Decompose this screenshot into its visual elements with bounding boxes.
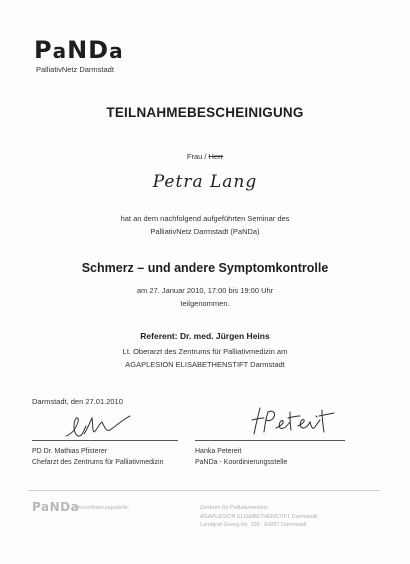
signature-pfisterer <box>62 410 142 442</box>
signature-line-left <box>32 440 178 441</box>
salutation-frau: Frau / <box>186 152 207 161</box>
signatory-left-role: Chefarzt des Zentrums für Palliativmedizin <box>32 459 164 466</box>
footer-address-line-3: Landgraf-Georg-Str. 100 , 64287 Darmstadt <box>200 522 307 528</box>
intro-line-2: PalliativNetz Darmstadt (PaNDa) <box>150 227 260 236</box>
footer-address-line-2: AGAPLESION ELISABETHENSTIFT Darmstadt <box>200 513 317 520</box>
signatory-left-name: PD Dr. Mathias Pfisterer <box>32 448 108 455</box>
logo-subtitle: PalliativNetz Darmstadt <box>36 65 114 74</box>
seminar-title: Schmerz – und andere Symptomkontrolle <box>81 261 329 275</box>
signatory-right-role: PaNDa - Koordinierungsstelle <box>195 459 288 466</box>
footer-divider <box>28 490 380 491</box>
seminar-date: am 27. Januar 2010, 17:00 bis 19:00 Uhr <box>136 286 274 295</box>
logo-wordmark: PaNDa <box>34 36 124 64</box>
footer-address <box>200 504 317 530</box>
footer-address-line-1: Zentrum für Palliativmedizin <box>200 505 268 511</box>
referent-role-1: Lt. Oberarzt des Zentrums für Palliativmedizin am <box>122 347 288 356</box>
salutation <box>0 152 410 161</box>
signature-petereit <box>250 404 340 442</box>
signature-line-right <box>195 440 345 441</box>
footer-logo: PaNDa <box>32 500 80 514</box>
place-date: Darmstadt, den 27.01.2010 <box>32 397 123 406</box>
participated-text: teilgenommen. <box>180 299 230 308</box>
signatory-right-name: Hanka Petereit <box>195 448 242 455</box>
participant-name: Petra Lang <box>152 172 258 192</box>
signatory-right <box>195 446 287 468</box>
certificate-title: TEILNAHMEBESCHEINIGUNG <box>106 105 304 120</box>
footer-label: Koordinierungsstelle: <box>78 505 130 511</box>
salutation-herr-struck: Herr <box>208 152 224 161</box>
referent: Referent: Dr. med. Jürgen Heins <box>140 331 270 341</box>
signatory-left <box>32 446 164 468</box>
intro-line-1: hat an dem nachfolgend aufgeführten Seminar des <box>120 214 290 223</box>
panda-logo <box>34 38 124 74</box>
referent-role-2: AGAPLESION ELISABETHENSTIFT Darmstadt <box>125 360 285 369</box>
